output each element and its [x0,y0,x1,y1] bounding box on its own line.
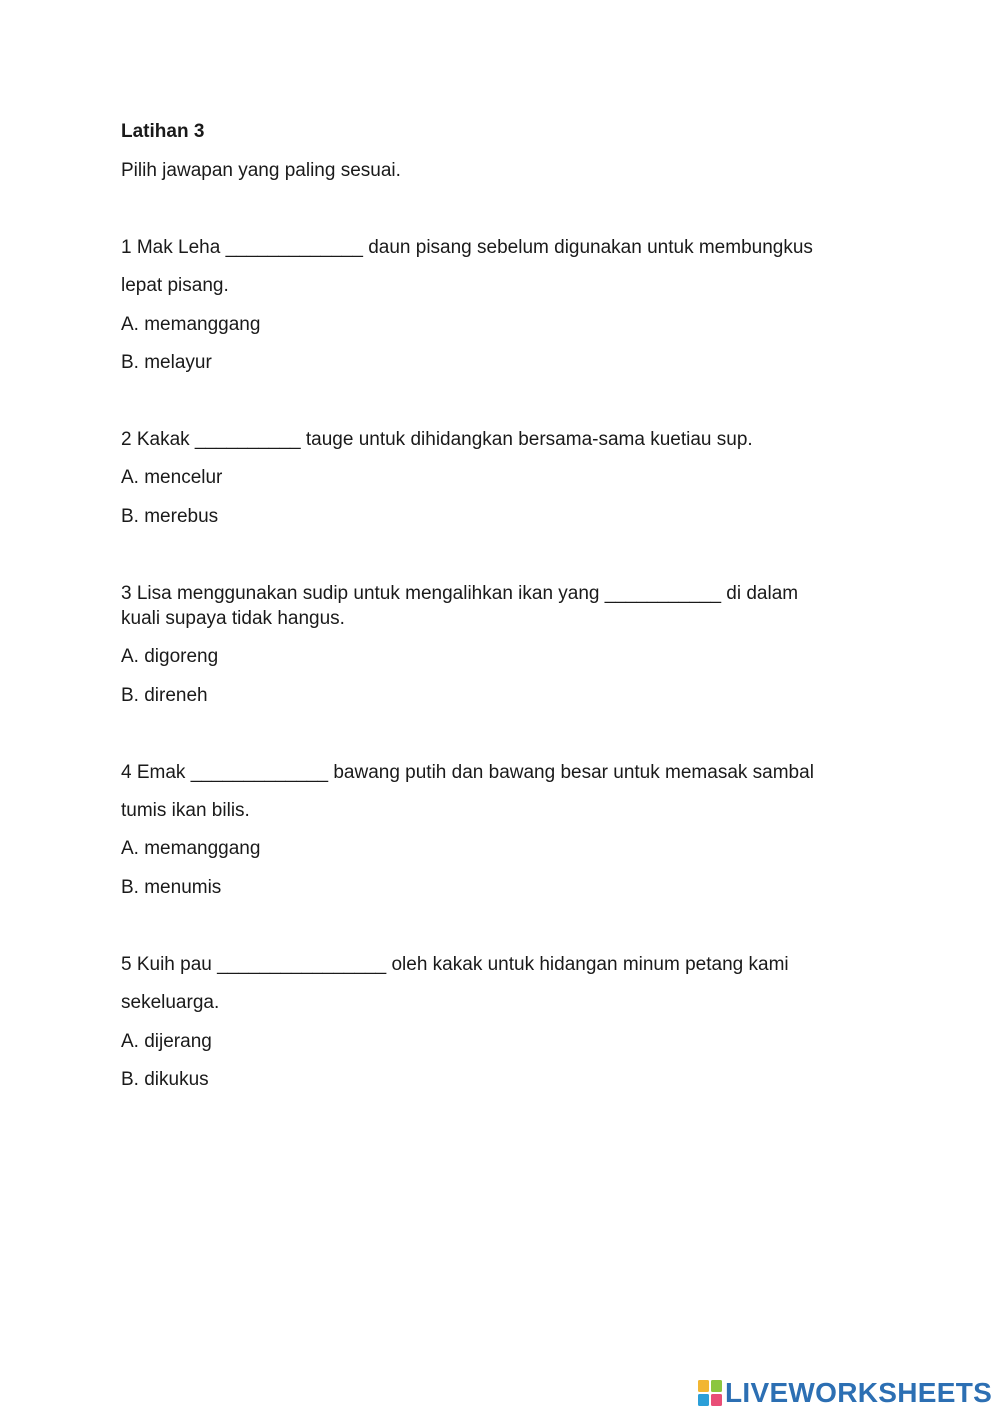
question-2-text: 2 Kakak __________ tauge untuk dihidangkan bersama-sama kuetiau sup. [121,429,753,450]
question-2-option-b[interactable]: B. merebus [121,506,219,527]
question-3-text-continued: kuali supaya tidak hangus. [121,608,345,629]
question-5-option-b[interactable]: B. dikukus [121,1069,209,1090]
question-4-option-b[interactable]: B. menumis [121,877,222,898]
question-3-option-b[interactable]: B. direneh [121,685,208,706]
liveworksheets-brand[interactable] [698,1378,992,1408]
brand-name: LIVEWORKSHEETS [725,1377,993,1408]
question-1-option-a[interactable]: A. memanggang [121,314,261,335]
question-1-option-b[interactable]: B. melayur [121,352,212,373]
liveworksheets-logo-icon [698,1380,722,1406]
question-4-option-a[interactable]: A. memanggang [121,838,261,859]
question-4-text: 4 Emak _____________ bawang putih dan bawang besar untuk memasak sambal [121,762,814,783]
question-1-text-continued: lepat pisang. [121,275,229,296]
question-5-text-continued: sekeluarga. [121,992,220,1013]
question-1-text: 1 Mak Leha _____________ daun pisang sebelum digunakan untuk membungkus [121,237,813,258]
question-5-option-a[interactable]: A. dijerang [121,1031,212,1052]
question-5-text: 5 Kuih pau ________________ oleh kakak untuk hidangan minum petang kami [121,954,789,975]
question-4-text-continued: tumis ikan bilis. [121,800,250,821]
worksheet-instruction: Pilih jawapan yang paling sesuai. [121,160,401,181]
question-2-option-a[interactable]: A. mencelur [121,467,223,488]
worksheet-title: Latihan 3 [121,121,205,142]
question-3-text: 3 Lisa menggunakan sudip untuk mengalihkan ikan yang ___________ di dalam [121,583,799,604]
question-3-option-a[interactable]: A. digoreng [121,646,219,667]
